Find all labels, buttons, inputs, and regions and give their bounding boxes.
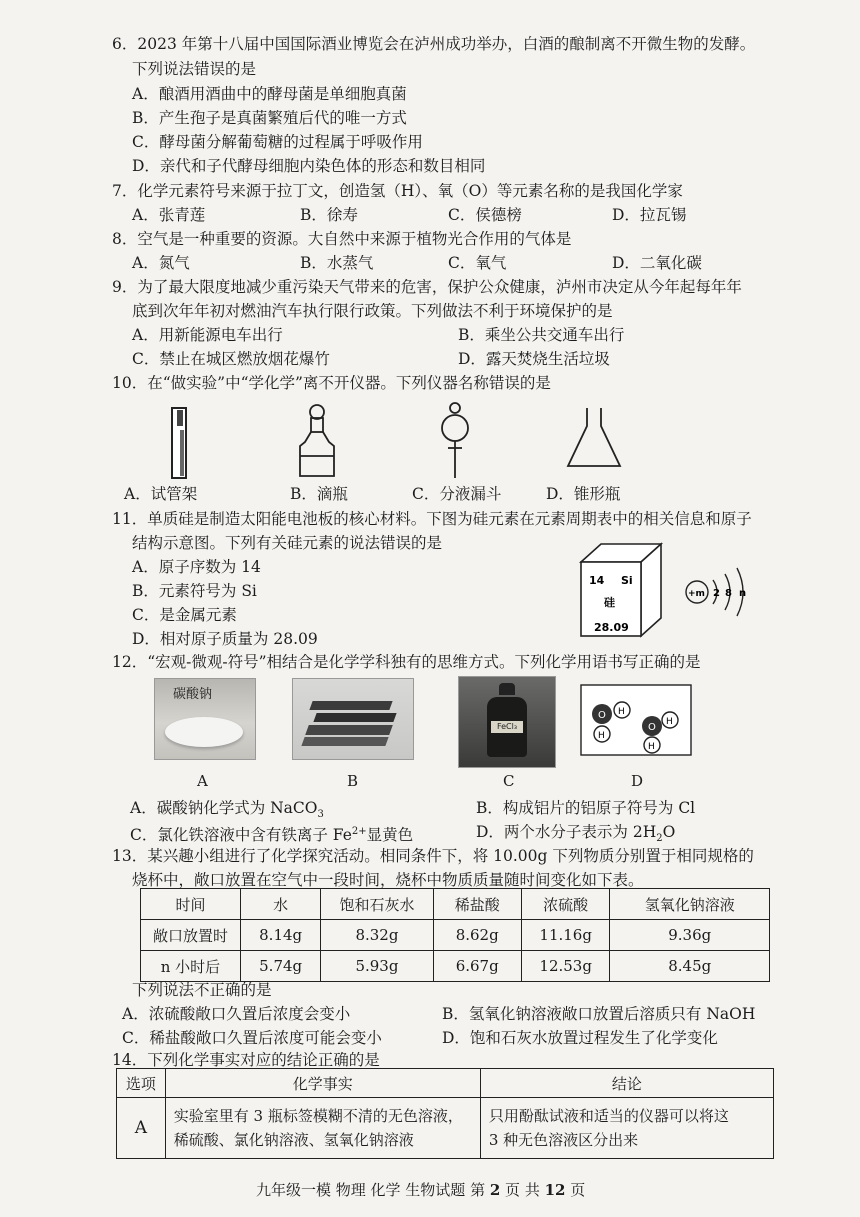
q12-option-a: A．碳酸钠化学式为 NaCO$_3$ — [130, 799, 324, 821]
sodium-carbonate-label: 碳酸钠 — [173, 687, 213, 702]
svg-text:H: H — [598, 731, 605, 741]
q8-stem: 8．空气是一种重要的资源。大自然中来源于植物光合作用的气体是 — [112, 230, 572, 248]
q12-stem: 12．“宏观-微观-符号”相结合是化学学科独有的思维方式。下列化学用语书写正确的是 — [112, 653, 701, 671]
q12-option-b: B．构成铝片的铝原子符号为 Cl — [476, 799, 696, 817]
table-row — [117, 1098, 774, 1159]
table-cell: 5.74g — [240, 951, 321, 982]
shell-1-electrons: 2 — [713, 588, 720, 599]
table-cell: A — [117, 1098, 166, 1159]
atomic-mass: 28.09 — [594, 621, 629, 634]
table-cell: 11.16g — [521, 920, 610, 951]
table-row — [141, 951, 770, 982]
element-name: 硅 — [604, 596, 615, 609]
svg-text:O: O — [598, 710, 606, 721]
q12-caption-d: D — [631, 772, 644, 790]
q11-option-c: C．是金属元素 — [132, 606, 237, 624]
dropping-bottle-icon — [300, 405, 334, 476]
q11-option-d: D．相对原子质量为 28.09 — [132, 630, 318, 648]
q8-option-a: A．氮气 — [132, 254, 190, 272]
table-cell: 12.53g — [521, 951, 610, 982]
q9-stem-line1: 9．为了最大限度地减少重污染天气带来的危害，保护公众健康，泸州市决定从今年起每年年 — [112, 278, 742, 296]
q13-option-a: A．浓硫酸敞口久置后浓度会变小 — [122, 1005, 351, 1023]
q12-caption-a: A — [197, 772, 208, 790]
separatory-funnel-icon — [442, 403, 468, 478]
q14-table — [116, 1068, 774, 1159]
q8-option-c: C．氧气 — [448, 254, 507, 272]
svg-text:H: H — [618, 707, 625, 717]
shell-2-electrons: 8 — [725, 588, 732, 599]
table-header-cell: 选项 — [117, 1069, 166, 1098]
q9-option-c: C．禁止在城区燃放烟花爆竹 — [132, 350, 330, 368]
table-cell: 8.32g — [321, 920, 433, 951]
table-header-cell: 氢氧化钠溶液 — [610, 889, 770, 920]
test-tube-holder-icon — [172, 408, 186, 478]
table-header-cell: 饱和石灰水 — [321, 889, 433, 920]
q6-stem-line1: 6．2023 年第十八届中国国际酒业博览会在泸州成功举办，白酒的酿制离不开微生物的发酵。 — [112, 35, 756, 53]
sodium-carbonate-photo — [154, 678, 256, 760]
q12-option-d: D．两个水分子表示为 $2H_2O$ — [476, 823, 676, 845]
q7-option-b: B．徐寿 — [300, 206, 358, 224]
table-cell: 5.93g — [321, 951, 433, 982]
q9-option-b: B．乘坐公共交通车出行 — [458, 326, 625, 344]
atomic-number: 14 — [589, 574, 605, 587]
table-header-cell: 化学事实 — [165, 1069, 480, 1098]
table-cell: 只用酚酞试液和适当的仪器可以将这 3 种无色溶液区分出来 — [480, 1098, 773, 1159]
table-header-cell: 时间 — [141, 889, 241, 920]
q12-option-c: C．氯化铁溶液中含有铁离子 $Fe^{2+}$显黄色 — [130, 826, 414, 845]
q9-stem-line2: 底到次年年初对燃油汽车执行限行政策。下列做法不利于环境保护的是 — [132, 302, 613, 320]
q7-stem: 7．化学元素符号来源于拉丁文，创造氢（H）、氧（O）等元素名称的是我国化学家 — [112, 182, 683, 200]
q12-caption-c: C — [503, 772, 515, 790]
q13-data-table — [140, 888, 770, 982]
q7-option-c: C．侯德榜 — [448, 206, 522, 224]
silicon-element-figure — [575, 540, 775, 640]
nucleus-charge: +m — [688, 589, 705, 599]
q6-option-c: C．酵母菌分解葡萄糖的过程属于呼吸作用 — [132, 133, 423, 151]
q8-option-b: B．水蒸气 — [300, 254, 374, 272]
table-cell: 8.62g — [433, 920, 521, 951]
element-symbol: Si — [621, 574, 633, 587]
q13-option-b: B．氢氧化钠溶液敞口放置后溶质只有 NaOH — [442, 1005, 756, 1023]
ferric-chloride-label: FeCl₃ — [491, 721, 523, 733]
q11-option-b: B．元素符号为 Si — [132, 582, 257, 600]
table-header-cell: 稀盐酸 — [433, 889, 521, 920]
table-cell: 实验室里有 3 瓶标签模糊不清的无色溶液， 稀硫酸、氯化钠溶液、氢氧化钠溶液 — [165, 1098, 480, 1159]
q9-option-a: A．用新能源电车出行 — [132, 326, 283, 344]
ferric-chloride-bottle-photo — [458, 676, 556, 768]
table-header-cell: 水 — [240, 889, 321, 920]
q10-stem: 10．在“做实验”中“学化学”离不开仪器。下列仪器名称错误的是 — [112, 374, 551, 392]
q6-option-b: B．产生孢子是真菌繁殖后代的唯一方式 — [132, 109, 407, 127]
q6-option-a: A．酿酒用酒曲中的酵母菌是单细胞真菌 — [132, 85, 407, 103]
table-cell: 8.45g — [610, 951, 770, 982]
aluminum-bars-photo — [292, 678, 414, 760]
table-row — [141, 920, 770, 951]
q13-stem-line2: 烧杯中，敞口放置在空气中一段时间，烧杯中物质质量随时间变化如下表。 — [132, 871, 644, 889]
q10-option-c: C．分液漏斗 — [412, 485, 502, 503]
svg-text:O: O — [648, 722, 656, 733]
table-header-cell: 浓硫酸 — [521, 889, 610, 920]
q14-stem: 14．下列化学事实对应的结论正确的是 — [112, 1051, 380, 1069]
q10-option-d: D．锥形瓶 — [546, 485, 621, 503]
page-footer: 九年级一模 物理 化学 生物试题 第 2 页 共 12 页 — [256, 1181, 586, 1199]
q13-stem-line1: 13．某兴趣小组进行了化学探究活动。相同条件下，将 10.00g 下列物质分别置于相同规格的 — [112, 847, 754, 865]
table-cell: 敞口放置时 — [141, 920, 241, 951]
q13-option-d: D．饱和石灰水放置过程发生了化学变化 — [442, 1029, 718, 1047]
q13-option-c: C．稀盐酸敞口久置后浓度可能会变小 — [122, 1029, 382, 1047]
table-cell: 8.14g — [240, 920, 321, 951]
lab-instruments-figure — [150, 400, 650, 482]
q8-option-d: D．二氧化碳 — [612, 254, 702, 272]
q7-option-d: D．拉瓦锡 — [612, 206, 687, 224]
q13-prompt: 下列说法不正确的是 — [132, 981, 272, 999]
conical-flask-icon — [568, 408, 620, 466]
q6-option-d: D．亲代和子代酵母细胞内染色体的形态和数目相同 — [132, 157, 486, 175]
q7-option-a: A．张青莲 — [132, 206, 206, 224]
q6-stem-line2: 下列说法错误的是 — [132, 60, 257, 78]
table-cell: n 小时后 — [141, 951, 241, 982]
svg-text:H: H — [648, 742, 655, 752]
svg-text:H: H — [666, 717, 673, 727]
shell-3-electrons: n — [739, 588, 747, 599]
table-header-cell: 结论 — [480, 1069, 773, 1098]
table-cell: 9.36g — [610, 920, 770, 951]
q10-option-a: A．试管架 — [124, 485, 198, 503]
water-molecules-diagram — [580, 684, 692, 756]
q11-option-a: A．原子序数为 14 — [132, 558, 261, 576]
table-header-row — [141, 889, 770, 920]
q11-stem-line2: 结构示意图。下列有关硅元素的说法错误的是 — [132, 534, 443, 552]
table-cell: 6.67g — [433, 951, 521, 982]
q12-caption-b: B — [347, 772, 359, 790]
q10-option-b: B．滴瓶 — [290, 485, 348, 503]
table-header-row — [117, 1069, 774, 1098]
q11-stem-line1: 11．单质硅是制造太阳能电池板的核心材料。下图为硅元素在元素周期表中的相关信息和原子 — [112, 510, 752, 528]
q9-option-d: D．露天焚烧生活垃圾 — [458, 350, 610, 368]
